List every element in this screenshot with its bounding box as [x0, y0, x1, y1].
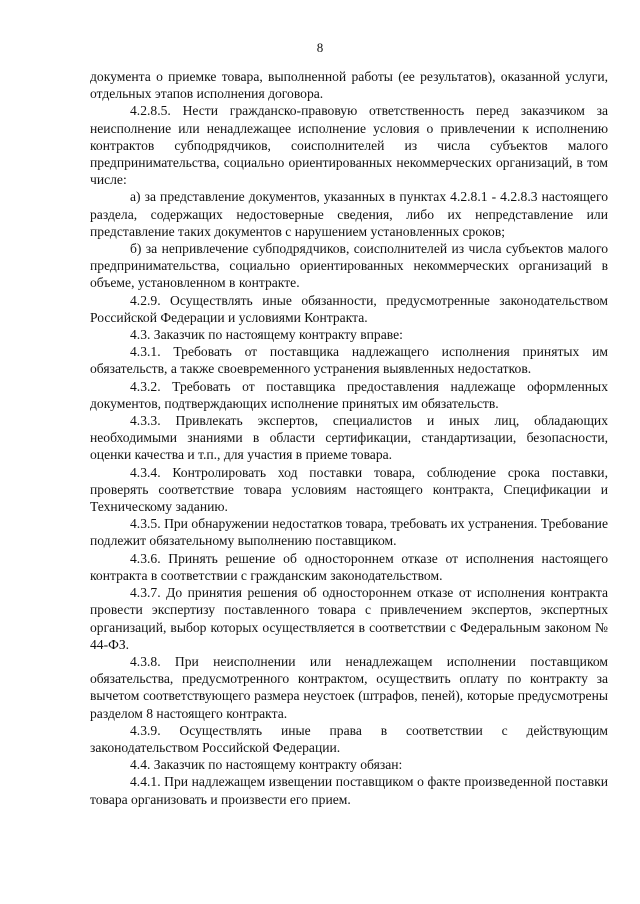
- paragraph: 4.4.1. При надлежащем извещении поставщиком о факте произведенной поставки товара организовать и произвести его прием.: [90, 774, 608, 807]
- paragraph: а) за представление документов, указанных в пунктах 4.2.8.1 - 4.2.8.3 настоящего раздела, содержащих недостоверные сведения, либо их непредставление или представление таких документов с нарушением установленных сроков;: [90, 189, 608, 239]
- paragraph: 4.3.5. При обнаружении недостатков товара, требовать их устранения. Требование подлежит обязательному выполнению поставщиком.: [90, 516, 608, 549]
- paragraph: 4.3.3. Привлекать экспертов, специалистов и иных лиц, обладающих необходимыми знаниями в области сертификации, стандартизации, безопасности, оценки качества и т.п., для участия в приеме товара.: [90, 413, 608, 463]
- paragraph: 4.2.9. Осуществлять иные обязанности, предусмотренные законодательством Российской Федерации и условиями Контракта.: [90, 292, 608, 325]
- paragraph: 4.4. Заказчик по настоящему контракту обязан:: [130, 757, 403, 773]
- paragraph: 4.3.2. Требовать от поставщика предоставления надлежаще оформленных документов, подтверждающих исполнение принятых им обязательств.: [90, 378, 608, 411]
- document-body: [90, 68, 608, 808]
- page-number: 8: [316, 40, 324, 55]
- paragraph: 4.3.8. При неисполнении или ненадлежащем исполнении поставщиком обязательства, предусмотренного контрактом, осуществить оплату по контракту за вычетом соответствующего размера неустоек (штрафов, пеней), которые предусмотрены разделом 8 настоящего контракта.: [90, 653, 608, 721]
- paragraph: 4.3.7. До принятия решения об одностороннем отказе от исполнения контракта провести экспертизу поставленного товара с привлечением экспертов, экспертных организаций, выбор которых осуществляется в соответствии с Федеральным законом № 44-ФЗ.: [90, 585, 608, 652]
- paragraph: 4.3.1. Требовать от поставщика надлежащего исполнения принятых им обязательств, а также своевременного устранения выявленных недостатков.: [90, 344, 608, 377]
- paragraph: 4.3. Заказчик по настоящему контракту вправе:: [130, 327, 403, 343]
- paragraph: документа о приемке товара, выполненной работы (ее результатов), оказанной услуги, отдельных этапов исполнения договора.: [90, 69, 608, 102]
- paragraph: 4.3.9. Осуществлять иные права в соответствии с действующим законодательством Российской Федерации.: [90, 722, 608, 755]
- paragraph: 4.3.4. Контролировать ход поставки товара, соблюдение срока поставки, проверять соответствие товара условиям настоящего контракта, Спецификации и Техническому заданию.: [90, 464, 608, 515]
- paragraph: 4.2.8.5. Нести гражданско-правовую ответственность перед заказчиком за неисполнение или ненадлежащее исполнение условия о привлечении к исполнению контрактов субподрядчиков, соисполнителей из числа субъектов малого предпринимательства, социально ориентированных некоммерческих организаций, в том числе:: [90, 103, 608, 188]
- paragraph: 4.3.6. Принять решение об одностороннем отказе от исполнения настоящего контракта в соответствии с гражданским законодательством.: [90, 550, 608, 583]
- paragraph: б) за непривлечение субподрядчиков, соисполнителей из числа субъектов малого предпринимательства, социально ориентированных некоммерческих организаций в объеме, установленном в контракте.: [90, 241, 608, 291]
